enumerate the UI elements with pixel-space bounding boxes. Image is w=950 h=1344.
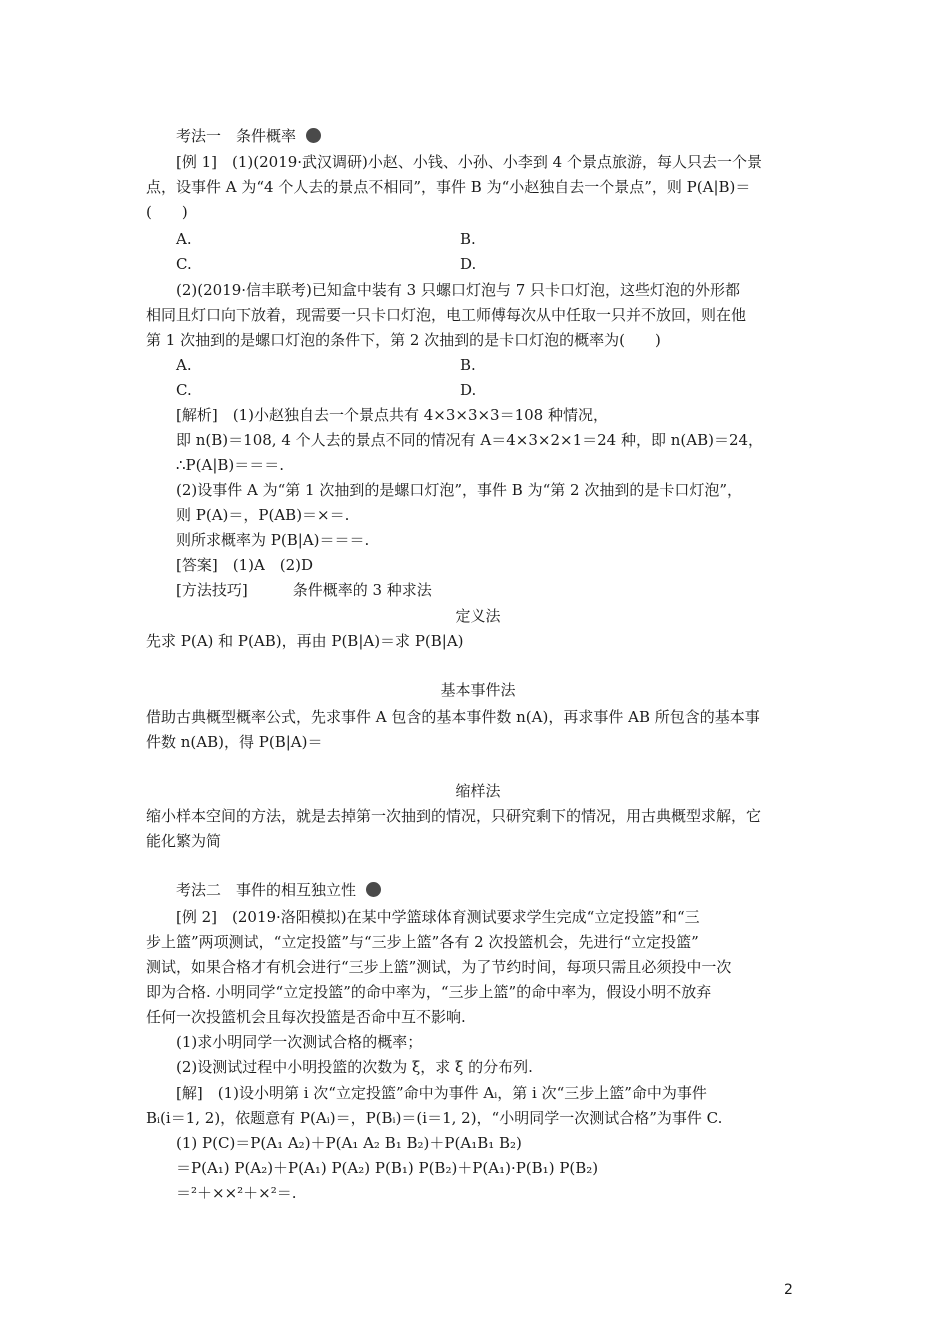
solution-1-line-6: 则所求概率为 P(B|A)＝＝＝. [176, 531, 370, 549]
example-1b-line-3: 第 1 次抽到的是螺口灯泡的条件下，第 2 次抽到的是卡口灯泡的概率为( ) [146, 331, 661, 349]
solution-2-line-5: ＝²＋××²＋×²＝. [176, 1184, 297, 1202]
section-title-1: 考法一 条件概率 [176, 126, 321, 146]
q2-option-a: A. [176, 356, 192, 374]
q1-option-a: A. [176, 230, 192, 248]
method-2-title: 基本事件法 [440, 681, 516, 699]
method-2-line-2: 件数 n(AB)，得 P(B|A)＝ [146, 733, 323, 751]
example-1-line-1: [例 1] (1)(2019·武汉调研)小赵、小钱、小孙、小李到 4 个景点旅游，每人只去一个景 [176, 153, 762, 171]
section-title-2: 考法二 事件的相互独立性 [176, 880, 381, 900]
method-3-title: 缩样法 [455, 782, 501, 800]
solution-2-line-4: ＝P(A₁) P(A₂)＋P(A₁) P(A₂) P(B₁) P(B₂)＋P(A₁)·P(B₁) P(B₂) [176, 1159, 599, 1177]
bullet-dot-icon [306, 128, 321, 143]
method-3-line-2: 能化繁为简 [146, 832, 222, 850]
example-2-line-5: 任何一次投篮机会且每次投篮是否命中互不影响. [146, 1008, 466, 1026]
example-2-line-3: 测试，如果合格才有机会进行“三步上篮”测试，为了节约时间，每项只需且必须投中一次 [146, 958, 732, 976]
solution-1-line-4: (2)设事件 A 为“第 1 次抽到的是螺口灯泡”，事件 B 为“第 2 次抽到的是卡口灯泡”， [176, 481, 743, 499]
example-2-question-2: (2)设测试过程中小明投篮的次数为 ξ，求 ξ 的分布列. [176, 1058, 533, 1076]
example-2-line-2: 步上篮”两项测试，“立定投篮”与“三步上篮”各有 2 次投篮机会，先进行“立定投篮” [146, 933, 699, 951]
example-1b-line-2: 相同且灯口向下放着，现需要一只卡口灯泡，电工师傅每次从中任取一只并不放回，则在他 [146, 306, 747, 324]
q1-option-c: C. [176, 255, 192, 273]
example-2-line-4: 即为合格. 小明同学“立定投篮”的命中率为，“三步上篮”的命中率为，假设小明不放弃 [146, 983, 712, 1001]
solution-1-line-1: [解析] (1)小赵独自去一个景点共有 4×3×3×3＝108 种情况， [176, 406, 608, 424]
method-2-line-1: 借助古典概型概率公式，先求事件 A 包含的基本事件数 n(A)，再求事件 AB 所包含的基本事 [146, 708, 760, 726]
solution-2-line-2: Bᵢ(i＝1, 2)，依题意有 P(Aᵢ)＝，P(Bᵢ)＝(i＝1, 2)，“小明同学一次测试合格”为事件 C. [146, 1109, 723, 1127]
example-2-line-1: [例 2] (2019·洛阳模拟)在某中学篮球体育测试要求学生完成“立定投篮”和“三 [176, 908, 700, 926]
example-1b-line-1: (2)(2019·信丰联考)已知盒中装有 3 只螺口灯泡与 7 只卡口灯泡，这些灯泡的外形都 [176, 281, 741, 299]
example-2-question-1: (1)求小明同学一次测试合格的概率； [176, 1033, 423, 1051]
method-1-title: 定义法 [455, 607, 501, 625]
solution-1-line-3: ∴P(A|B)＝＝＝. [176, 456, 285, 474]
method-tips-heading: [方法技巧] 条件概率的 3 种求法 [176, 581, 432, 599]
solution-1-line-5: 则 P(A)＝，P(AB)＝×＝. [176, 506, 350, 524]
solution-1-line-2: 即 n(B)＝108, 4 个人去的景点不同的情况有 A＝4×3×2×1＝24 种，即 n(AB)＝24， [176, 431, 764, 449]
page-number: 2 [784, 1282, 793, 1298]
q1-option-d: D. [460, 255, 477, 273]
q2-option-d: D. [460, 381, 477, 399]
method-1-text: 先求 P(A) 和 P(AB)，再由 P(B|A)＝求 P(B|A) [146, 632, 464, 650]
answer-line: [答案] (1)A (2)D [176, 556, 314, 574]
bullet-dot-icon [366, 882, 381, 897]
example-1-line-2: 点，设事件 A 为“4 个人去的景点不相同”，事件 B 为“小赵独自去一个景点”，则 P(A|B)＝ [146, 178, 751, 196]
solution-2-line-3: (1) P(C)＝P(A₁ A₂)＋P(A₁ A₂ B₁ B₂)＋P(A₁B₁ B₂) [176, 1134, 522, 1152]
method-3-line-1: 缩小样本空间的方法，就是去掉第一次抽到的情况，只研究剩下的情况，用古典概型求解，它 [146, 807, 762, 825]
q2-option-c: C. [176, 381, 192, 399]
solution-2-line-1: [解] (1)设小明第 i 次“立定投篮”命中为事件 Aᵢ，第 i 次“三步上篮”命中为事件 [176, 1084, 707, 1102]
example-1-line-3: ( ) [146, 203, 188, 221]
q2-option-b: B. [460, 356, 476, 374]
q1-option-b: B. [460, 230, 476, 248]
